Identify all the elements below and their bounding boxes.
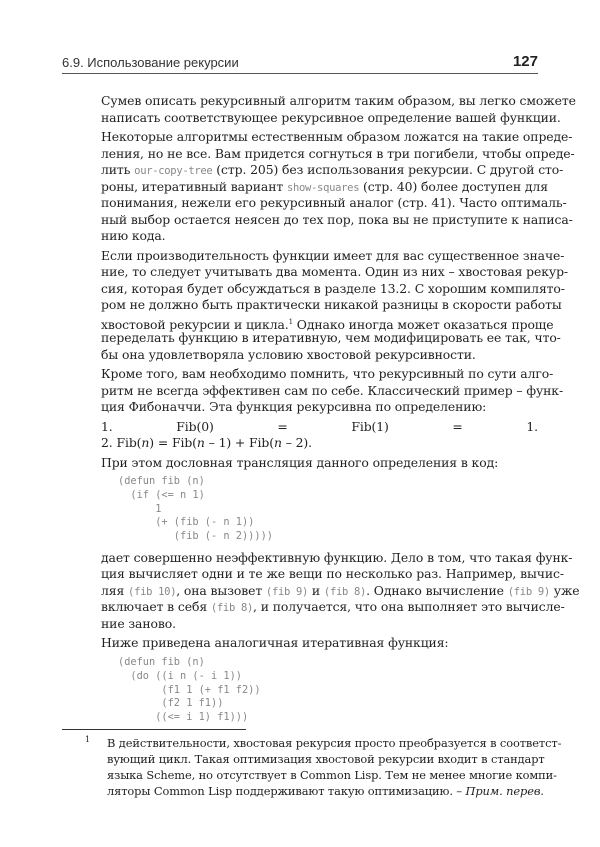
inline-code: show-squares <box>286 181 360 194</box>
text-run: ления, но не все. Вам придется согнуться в три погибели, чтобы опреде- <box>101 145 575 161</box>
text-run: Прим. перев. <box>465 784 544 798</box>
text-run: включает в себя <box>101 599 211 615</box>
text-line <box>101 330 561 347</box>
text-line <box>101 635 538 652</box>
text-run: нию кода. <box>101 228 166 243</box>
inline-code: (fib 8) <box>210 602 254 615</box>
footnote-ref: 1 <box>288 317 293 326</box>
text-line <box>101 419 538 436</box>
text-line <box>101 297 562 314</box>
text-run: В действительности, хвостовая рекурсия просто преобразуется в соответст- <box>107 736 562 750</box>
code-line: (defun fib (n) <box>118 655 205 668</box>
text-run: . Однако вычисление <box>366 582 508 598</box>
text-run: Кроме того, вам необходимо помнить, что рекурсивный по сути алго- <box>101 366 554 381</box>
code-block <box>118 475 538 544</box>
text-line <box>101 599 565 616</box>
text-run: ция Фибоначчи. Эта функция рекурсивна по определению: <box>101 399 487 414</box>
code-line: (+ (fib (- n 1)) <box>118 516 255 529</box>
text-run: Сумев описать рекурсивный алгоритм таким образом, вы легко сможете <box>101 93 576 108</box>
text-run: , и получается, что она выполняет это вычисле- <box>253 599 565 615</box>
inline-code: (fib 9) <box>507 585 550 598</box>
text-run: и <box>308 582 324 598</box>
text-run: n <box>141 435 150 450</box>
text-run: – 2). <box>281 435 313 450</box>
paragraph <box>101 93 576 126</box>
text-line <box>101 93 576 110</box>
paragraph <box>101 129 575 245</box>
code-line: (f1 1 (+ f1 f2)) <box>118 683 261 696</box>
paragraph <box>101 247 568 364</box>
text-run: (стр. 205) без использования рекурсии. С другой сто- <box>212 162 564 177</box>
text-run: – 1) + Fib( <box>204 435 274 450</box>
text-line <box>101 264 568 281</box>
text-line <box>101 347 538 364</box>
text-line <box>101 109 561 127</box>
text-run: n <box>196 435 205 450</box>
numbered-list <box>101 419 538 452</box>
text-run: ный выбор остается неясен до тех пор, пока вы не приступите к написа- <box>101 211 573 227</box>
text-line <box>107 735 562 751</box>
paragraph <box>101 635 538 652</box>
text-run: Если производительность функции имеет для вас существенное значе- <box>101 247 565 263</box>
text-line <box>107 783 544 799</box>
text-line <box>101 145 575 163</box>
paragraph <box>101 455 538 472</box>
text-run: Некоторые алгоритмы естественным образом ложатся на такие опреде- <box>101 129 573 144</box>
text-run: ние заново. <box>101 615 176 631</box>
text-run: , она вызовет <box>176 582 266 598</box>
text-run: дает совершенно неэффективную функцию. Дело в том, что такая функ- <box>101 549 573 565</box>
text-run: При этом дословная трансляция данного определения в код: <box>101 454 499 470</box>
text-run: вующий цикл. Такая оптимизация хвостовой рекурсии входит в стандарт <box>107 752 545 766</box>
text-line <box>101 382 564 400</box>
code-line: (if (<= n 1) <box>118 488 205 501</box>
text-line <box>101 399 538 416</box>
text-run: уже <box>549 582 580 598</box>
paragraph <box>101 366 564 416</box>
text-line <box>101 211 573 229</box>
text-line <box>101 582 580 600</box>
text-run: языка Scheme, но отсутствует в Common Lisp. Тем не менее многие компи- <box>107 768 557 782</box>
text-line <box>101 195 567 212</box>
text-run: ритм не всегда эффективен сам по себе. Классический пример – функ- <box>101 382 564 398</box>
text-line <box>101 228 538 245</box>
text-run: лить <box>101 162 135 177</box>
text-line <box>101 455 538 472</box>
text-run: ляя <box>101 582 129 598</box>
code-line: (defun fib (n) <box>118 475 205 487</box>
text-line <box>101 566 564 583</box>
code-line: (do ((i n (- i 1)) <box>118 669 242 682</box>
inline-code: (fib 8) <box>323 585 367 598</box>
text-run: понимания, нежели его рекурсивный аналог (стр. 41). Часто оптималь- <box>101 195 567 210</box>
code-line: (f2 1 f1)) <box>118 697 224 710</box>
text-run: Ниже приведена аналогичная итеративная функция: <box>101 635 449 651</box>
inline-code: our-copy-tree <box>134 165 213 177</box>
text-line <box>101 280 565 298</box>
paragraph <box>101 549 580 633</box>
text-run: ляторы Common Lisp поддерживают такую оптимизацию. – <box>107 784 466 798</box>
text-run: переделать функцию в итеративную, чем модифицировать ее так, что- <box>101 330 561 345</box>
text-run: ) = Fib( <box>149 435 197 450</box>
text-line <box>107 751 545 767</box>
text-run: ром не должно быть практически никакой разницы в скорости работы <box>101 297 562 312</box>
text-line <box>101 549 573 567</box>
inline-code: (fib 10) <box>128 585 177 598</box>
text-run: 2. Fib( <box>101 435 142 450</box>
code-line: (fib (- n 2))))) <box>118 530 273 543</box>
text-run: (стр. 40) более доступен для <box>359 178 548 194</box>
text-line <box>101 247 565 265</box>
text-run: ние, то следует учитывать два момента. Один из них – хвостовая рекур- <box>101 264 568 279</box>
text-run: ция вычисляет одни и те же вещи по несколько раз. Например, вычис- <box>101 566 564 582</box>
text-line <box>101 435 538 452</box>
text-run: 1. Fib(0) = Fib(1) = 1. <box>101 418 538 434</box>
text-run: роны, итеративный вариант <box>101 178 287 194</box>
code-line: 1 <box>118 502 162 515</box>
text-line <box>101 162 564 179</box>
footnote-divider <box>62 729 246 730</box>
text-run: хвостовой рекурсии и цикла. <box>101 316 289 332</box>
text-run: бы она удовлетворяла условию хвостовой рекурсивности. <box>101 346 476 362</box>
running-header <box>62 53 538 74</box>
text-line <box>101 129 573 146</box>
code-block <box>118 656 538 725</box>
text-line <box>101 178 548 196</box>
inline-code: (fib 9) <box>265 585 309 598</box>
text-line <box>101 314 554 332</box>
text-run: написать соответствующее рекурсивное определение вашей функции. <box>101 109 561 125</box>
page-body <box>101 93 580 731</box>
text-run: n <box>273 435 282 450</box>
section-title: 6.9. Использование рекурсии <box>62 55 239 70</box>
footnote-text <box>107 735 562 799</box>
text-run: сия, которая будет обсуждаться в разделе 13.2. С хорошим компилято- <box>101 280 565 296</box>
text-line <box>101 616 538 633</box>
text-line <box>101 366 554 383</box>
page-number: 127 <box>512 53 538 70</box>
footnote-number: 1 <box>85 735 91 744</box>
text-run: Однако иногда может оказаться проще <box>292 316 554 332</box>
text-line <box>107 767 557 783</box>
code-line: ((<= i 1) f1))) <box>118 711 249 724</box>
